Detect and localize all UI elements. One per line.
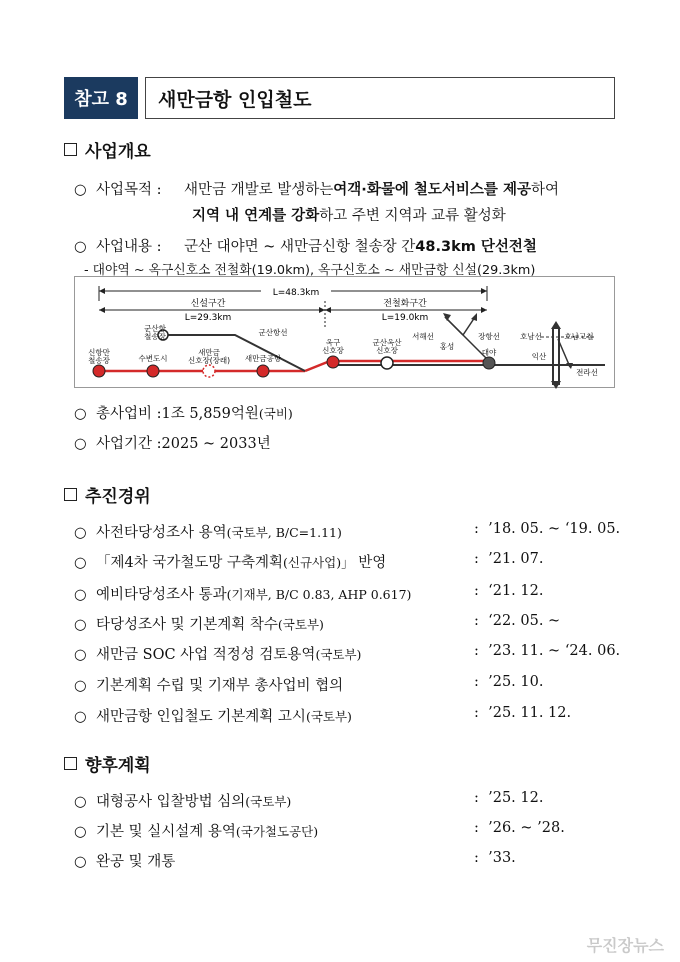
section-title: 향후계획: [85, 756, 151, 776]
reference-label: 참고 8: [64, 77, 138, 119]
cost-value: 1조 5,859억원: [161, 406, 259, 422]
watermark-logo: 무진장뉴스: [586, 936, 664, 955]
bullet-circle-icon: ○: [74, 555, 87, 571]
bullet-circle-icon: ○: [74, 587, 87, 603]
colon: :: [474, 674, 479, 690]
station-saemangeum-future: [203, 365, 215, 377]
label-seohaeseon: 서해선: [412, 332, 434, 341]
purpose-text-bold: 여객·화물에 철도서비스를 제공: [333, 182, 531, 198]
future-date: ’26. ~ ’28.: [488, 820, 565, 836]
history-date: ’23. 11. ~ ‘24. 06.: [488, 643, 621, 659]
colon: :: [474, 705, 479, 721]
new-section-length: L=29.3km: [184, 313, 232, 323]
history-text: 「제4차 국가철도망 구축계획: [96, 555, 284, 571]
label-gunsanhang-2: 철송장: [144, 332, 166, 341]
content-label: 사업내용 :: [96, 239, 162, 255]
cost-label: 총사업비 :: [96, 406, 162, 422]
bullet-circle-icon: ○: [74, 436, 87, 452]
history-text: 타당성조사 및 기본계획 착수: [96, 617, 278, 633]
future-date: ’25. 12.: [488, 790, 544, 806]
label-iksan: 익산: [531, 352, 547, 361]
label-honamgocheol: 호남고철: [564, 332, 594, 341]
history-note: (기재부, B/C 0.83, AHP 0.617): [226, 587, 412, 602]
history-text: 예비타당성조사 통과: [96, 587, 227, 603]
checkbox-square-icon: [64, 488, 77, 501]
label-jeollaseon: 전라선: [576, 368, 598, 377]
bullet-circle-icon: ○: [74, 617, 87, 633]
colon: :: [474, 850, 479, 866]
checkbox-square-icon: [64, 143, 77, 156]
route-diagram: [74, 276, 615, 388]
cost-line: [74, 402, 293, 423]
period-label: 사업기간 :: [96, 436, 162, 452]
bullet-circle-icon: ○: [74, 854, 87, 870]
label-saemangeum-2: 신호장(장래): [187, 356, 231, 365]
label-hongseong: 홍성: [439, 342, 455, 351]
label-sinhang-2: 철송장: [88, 356, 110, 365]
label-gunsanok-2: 신호장: [376, 346, 398, 355]
content-text-bold: 48.3km 단선전철: [415, 239, 537, 255]
cost-note: (국비): [258, 406, 293, 421]
history-date: ‘21. 12.: [488, 583, 544, 599]
colon: :: [474, 583, 479, 599]
bullet-circle-icon: ○: [74, 709, 87, 725]
bullet-circle-icon: ○: [74, 182, 87, 198]
colon: :: [474, 790, 479, 806]
history-extra: 반영: [353, 555, 387, 571]
label-janghangseon: 장항선: [478, 332, 500, 341]
future-note: (국토부): [245, 794, 292, 809]
bullet-circle-icon: ○: [74, 678, 87, 694]
label-honamseon: 호남선: [520, 332, 542, 341]
history-note: (국토부): [277, 617, 324, 632]
history-note: (국토부, B/C=1.11): [226, 525, 342, 540]
label-daeya: 대야: [481, 348, 497, 357]
label-sinhang-1: 신항만: [88, 348, 110, 357]
bullet-circle-icon: ○: [74, 239, 87, 255]
history-text: 새만금항 인입철도 기본계획 고시: [96, 709, 306, 725]
label-suyeon: 수변도시: [138, 354, 168, 363]
history-note: (국토부): [315, 647, 362, 662]
section-history-heading: [64, 482, 151, 507]
history-date: ’25. 10.: [488, 674, 544, 690]
section-overview-heading: [64, 137, 151, 162]
colon: :: [474, 551, 479, 567]
section-title: 사업개요: [85, 142, 151, 162]
station-daeya: [483, 357, 495, 369]
colon: :: [474, 613, 479, 629]
purpose-line: [74, 178, 559, 199]
station-gongang: [257, 365, 269, 377]
label-saemangeum-1: 새만금: [198, 348, 220, 357]
label-gunsanhangseon: 군산항선: [258, 328, 288, 337]
history-text: 새만금 SOC 사업 적정성 검토용역: [96, 647, 316, 663]
history-date: ’21. 07.: [488, 551, 544, 567]
station-suyeon: [147, 365, 159, 377]
station-gunsanok: [381, 357, 393, 369]
bullet-circle-icon: ○: [74, 824, 87, 840]
purpose-line-2: [192, 204, 506, 225]
new-section-label: 신설구간: [190, 299, 226, 309]
label-gongang: 새만금공항: [244, 354, 282, 363]
future-date: ’33.: [488, 850, 516, 866]
label-okgu-1: 옥구: [325, 338, 341, 347]
label-gunsanhang-1: 군산항: [144, 324, 166, 333]
purpose-line2-bold-a: 지역 내 연계를 강화: [192, 208, 320, 224]
colon: :: [474, 643, 479, 659]
content-detail: - 대야역 ~ 옥구신호소 전철화(19.0km), 옥구신호소 ~ 새만금항 신설(29.3km): [84, 263, 536, 278]
future-note: (국가철도공단): [235, 824, 319, 839]
future-text: 완공 및 개통: [96, 854, 176, 870]
section-future-heading: [64, 751, 151, 776]
section-title: 추진경위: [85, 487, 151, 507]
colon: :: [474, 521, 479, 537]
route-diagram-svg: [75, 277, 616, 389]
bullet-circle-icon: ○: [74, 647, 87, 663]
history-date: ‘22. 05. ~: [488, 613, 561, 629]
history-text: 기본계획 수립 및 기재부 총사업비 협의: [96, 678, 344, 694]
history-text: 사전타당성조사 용역: [96, 525, 227, 541]
gunsanhang-branch-line: [163, 335, 305, 371]
future-text: 기본 및 실시설계 용역: [96, 824, 236, 840]
bullet-circle-icon: ○: [74, 406, 87, 422]
history-note: (국토부): [305, 709, 352, 724]
checkbox-square-icon: [64, 757, 77, 770]
content-line: [74, 235, 537, 256]
history-date: ’18. 05. ~ ‘19. 05.: [488, 521, 621, 537]
purpose-text: 새만금 개발로 발생하는: [184, 182, 334, 198]
history-date: ’25. 11. 12.: [488, 705, 572, 721]
period-value: 2025 ~ 2033년: [161, 436, 271, 452]
purpose-line2-text: 하고 주변 지역과 교류 활성화: [319, 208, 506, 224]
label-okgu-2: 신호장: [322, 346, 344, 355]
future-text: 대형공사 입찰방법 심의: [96, 794, 246, 810]
purpose-text-end: 하여: [531, 182, 560, 198]
electrification-section-length: L=19.0km: [381, 313, 429, 323]
content-text: 군산 대야면 ~ 새만금신항 철송장 간: [184, 239, 416, 255]
bullet-circle-icon: ○: [74, 525, 87, 541]
purpose-label: 사업목적 :: [96, 182, 162, 198]
station-sinhang: [93, 365, 105, 377]
station-okgu: [327, 356, 339, 368]
bullet-circle-icon: ○: [74, 794, 87, 810]
period-line: [74, 432, 271, 453]
page-title: 새만금항 인입철도: [145, 77, 615, 119]
label-gunsanok-1: 군산옥산: [372, 338, 402, 347]
history-note: (신규사업)」: [283, 555, 354, 570]
colon: :: [474, 820, 479, 836]
total-length-label: L=48.3km: [272, 288, 320, 298]
electrification-section-label: 전철화구간: [383, 299, 427, 309]
